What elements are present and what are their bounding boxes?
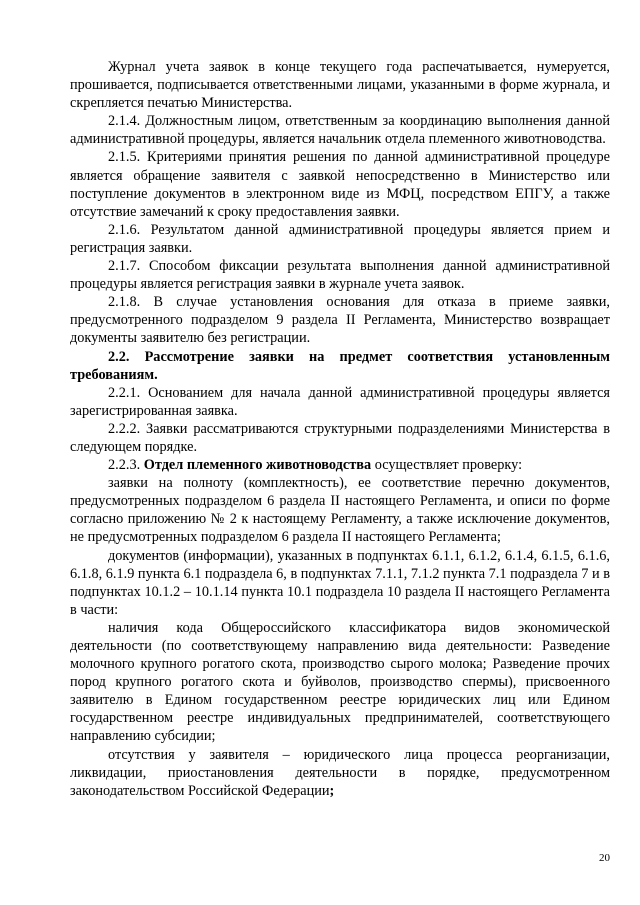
paragraph-absence-text: отсутствия у заявителя – юридического лица процесса реорганизации, ликвидации, приостановления деятельности в порядке, предусмотренном законодательством Российской Федерации — [70, 746, 610, 799]
paragraph-2-1-5: 2.1.5. Критериями принятия решения по данной административной процедуре является обращение заявителя с заявкой непосредственно в Министерство или поступление документов в электронном виде из МФЦ, посредством ЕПГУ, а также отсутствие замечаний к сроку предоставления заявки. — [70, 149, 610, 220]
paragraph-documents: документов (информации), указанных в подпунктах 6.1.1, 6.1.2, 6.1.4, 6.1.5, 6.1.6, 6.1.8, 6.1.9 пункта 6.1 подраздела 6, в подпунктах 7.1.1, 7.1.2 пункта 7.1 подраздела 7 и в подпунктах 10.1.2 – 10.1.14 пункта 10.1 подраздела 10 раздела II настоящего Регламента в части: — [70, 547, 610, 618]
paragraph-absence — [70, 746, 610, 800]
document-page — [70, 58, 610, 800]
page-number: 20 — [599, 852, 610, 864]
paragraph-2-2-3-number: 2.2.3. — [108, 457, 141, 474]
department-name: Отдел племенного животноводства — [143, 457, 372, 474]
paragraph-2-2-3 — [70, 456, 610, 474]
paragraph-2-2-2: 2.2.2. Заявки рассматриваются структурными подразделениями Министерства в следующем порядке. — [70, 420, 610, 455]
paragraph-2-1-4: 2.1.4. Должностным лицом, ответственным за координацию выполнения данной административной процедуры, является начальник отдела племенного животноводства. — [70, 113, 610, 148]
paragraph-okved-code: наличия кода Общероссийского классификатора видов экономической деятельности (по соответствующему направлению вида деятельности: Разведение молочного крупного рогатого скота, производство сырого молока; Разведение прочих пород крупного рогатого скота и буйволов, производство спермы), присвоенного заявителю в Едином государственном реестре юридических лиц или Едином государственном реестре индивидуальных предпринимателей, соответствующего направлению субсидии; — [70, 619, 610, 745]
paragraph-completeness: заявки на полноту (комплектность), ее соответствие перечню документов, предусмотренных подразделом 6 раздела II настоящего Регламента, и описи по форме согласно приложению № 2 к настоящему Регламенту, а также исключение документов, не предусмотренных подразделом 6 раздела II настоящего Регламента; — [70, 475, 610, 546]
paragraph-absence-end: ; — [329, 782, 335, 799]
paragraph-2-1-6: 2.1.6. Результатом данной административной процедуры является прием и регистрация заявки. — [70, 221, 610, 256]
paragraph-2-1-7: 2.1.7. Способом фиксации результата выполнения данной административной процедуры является регистрация заявки в журнале учета заявок. — [70, 258, 610, 293]
section-heading-2-2: 2.2. Рассмотрение заявки на предмет соответствия установленным требованиям. — [70, 348, 610, 383]
paragraph-2-2-1: 2.2.1. Основанием для начала данной административной процедуры является зарегистрированная заявка. — [70, 384, 610, 419]
paragraph-2-2-3-rest: осуществляет проверку: — [374, 457, 523, 474]
paragraph-2-1-8: 2.1.8. В случае установления основания для отказа в приеме заявки, предусмотренного подразделом 9 раздела II Регламента, Министерство возвращает документы заявителю без регистрации. — [70, 294, 610, 347]
paragraph-journal: Журнал учета заявок в конце текущего года распечатывается, нумеруется, прошивается, подписывается ответственными лицами, указанными в форме журнала, и скрепляется печатью Министерства. — [70, 59, 610, 112]
